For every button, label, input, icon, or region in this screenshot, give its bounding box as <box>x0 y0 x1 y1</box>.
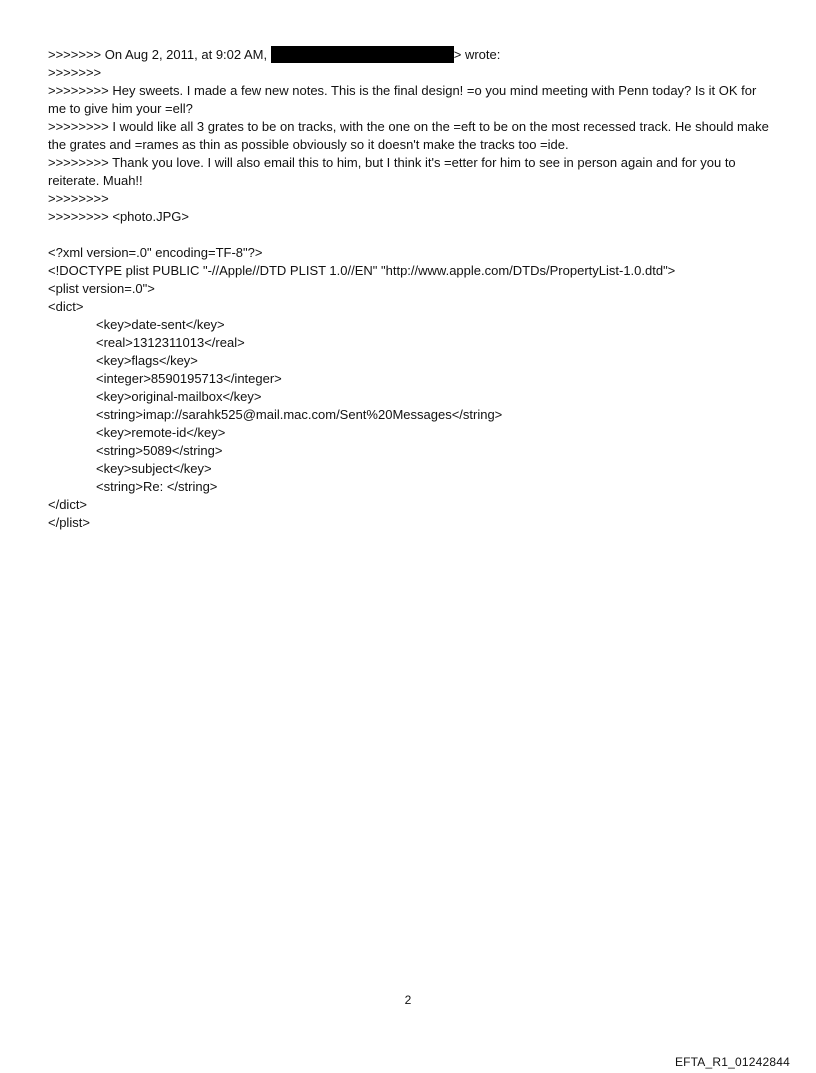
plist-entry: <key>subject</key> <box>96 461 212 476</box>
plist-entry: <string>imap://sarahk525@mail.mac.com/Sent%20Messages</string> <box>96 407 503 422</box>
plist-entry: <string>Re: </string> <box>96 479 218 494</box>
plist-entry: <string>5089</string> <box>96 443 223 458</box>
plist-entry: <real>1312311013</real> <box>96 335 245 350</box>
plist-entry: <key>original-mailbox</key> <box>96 389 262 404</box>
plist-entry: <key>flags</key> <box>96 353 198 368</box>
email-header-suffix: > wrote: <box>453 47 501 62</box>
page-number: 2 <box>404 993 412 1007</box>
redaction-block <box>271 46 454 63</box>
plist-open-tag: <plist version=.0"> <box>48 281 155 296</box>
spacer <box>48 226 770 244</box>
email-paragraph-3: >>>>>>>> Thank you love. I will also email this to him, but I think it's =etter for him to see in person again and for you to reiterate. Muah!! <box>48 155 740 188</box>
email-paragraph-2: >>>>>>>> I would like all 3 grates to be on tracks, with the one on the =eft to be on the most recessed track. He should make the grates and =rames as thin as possible obviously so it doesn't make the tracks too =ide. <box>48 119 773 152</box>
plist-doctype: <!DOCTYPE plist PUBLIC "-//Apple//DTD PLIST 1.0//EN" "http://www.apple.com/DTDs/PropertyList-1.0.dtd"> <box>48 263 676 278</box>
attachment-line: >>>>>>>> <photo.JPG> <box>48 209 189 224</box>
plist-entry: <integer>8590195713</integer> <box>96 371 282 386</box>
plist-entry: <key>remote-id</key> <box>96 425 226 440</box>
document-body <box>48 46 773 532</box>
plist-xml-declaration: <?xml version=.0" encoding=TF-8"?> <box>48 245 263 260</box>
email-paragraph-1: >>>>>>>> Hey sweets. I made a few new notes. This is the final design! =o you mind meeting with Penn today? Is it OK for me to give him your =ell? <box>48 83 760 116</box>
quote-blank-line: >>>>>>> <box>48 65 102 80</box>
email-header-line <box>48 46 770 64</box>
plist-close-tag: </plist> <box>48 515 90 530</box>
document-id: EFTA_R1_01242844 <box>674 1055 790 1069</box>
quote-blank-line: >>>>>>>> <box>48 191 109 206</box>
dict-open-tag: <dict> <box>48 299 84 314</box>
plist-entry: <key>date-sent</key> <box>96 317 225 332</box>
email-header-prefix: >>>>>>> On Aug 2, 2011, at 9:02 AM, <box>48 47 271 62</box>
dict-close-tag: </dict> <box>48 497 88 512</box>
